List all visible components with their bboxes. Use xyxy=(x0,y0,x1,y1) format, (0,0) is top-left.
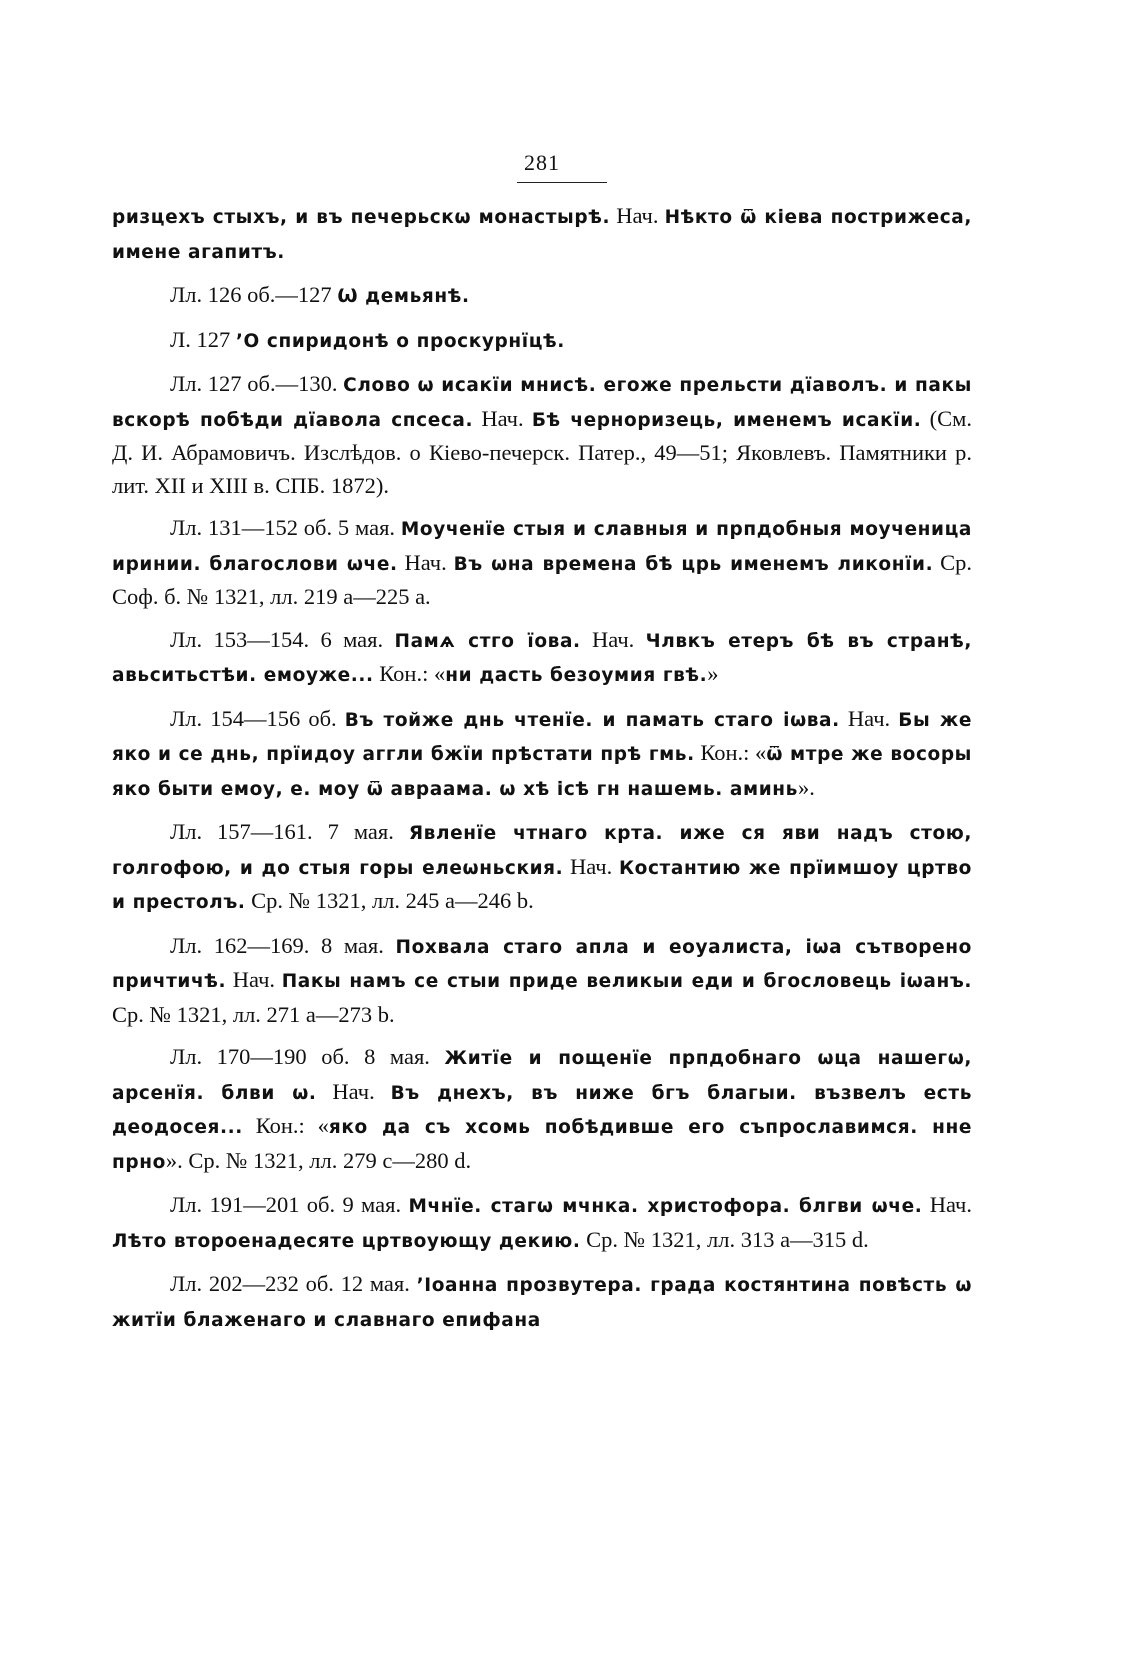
modern-text: Нач. xyxy=(397,549,454,575)
catalog-entry xyxy=(112,1189,972,1258)
modern-text: ». Ср. № 1321, лл. 279 c—280 d. xyxy=(165,1147,472,1173)
modern-text: Ср. № 1321, лл. 271 a—273 b. xyxy=(112,1001,395,1027)
old-slavonic-text: Въ днехъ, въ ниже бгъ благыи. възвелъ есть деодосея... xyxy=(112,1082,972,1138)
old-slavonic-text: Слово ѡ исакїи мнисѣ. егоже прельсти дїаволъ. и пакы вскорѣ побѣди дїавола спсеса. xyxy=(112,375,972,431)
old-slavonic-text: Моученїе стыя и славныя и прпдобныя моученица иринии. благослови ѡче. xyxy=(112,519,972,575)
modern-text: » xyxy=(707,661,719,686)
catalog-entry xyxy=(112,1041,972,1179)
modern-text: Нач. xyxy=(226,967,282,992)
old-slavonic-text: Костантию же прїимшоу цртво и престолъ. xyxy=(112,857,972,913)
modern-text: (См. Д. И. Абрамовичъ. Изслѣдов. о Кіево-печерск. Патер., 49—51; Яковлевъ. Памятники р. лит. XII и XIII в. СПБ. 1872). xyxy=(112,405,972,498)
modern-text: Нач. xyxy=(316,1078,391,1104)
old-slavonic-text: ризцехъ стыхъ, и въ печерьскѡ монастырѣ. xyxy=(112,207,611,228)
modern-text: Лл. 170—190 об. 8 мая. xyxy=(170,1044,445,1069)
old-slavonic-text: Похвала стаго апла и еоуалиста, iѡа сътворено причтичѣ. xyxy=(112,936,972,992)
modern-text: Л. 127 xyxy=(170,326,236,352)
old-slavonic-text: Члвкъ етеръ бѣ въ странѣ, авьситьстѣи. емоуже... xyxy=(112,630,972,686)
old-slavonic-text: Ѡ демьянѣ. xyxy=(337,286,470,307)
catalog-entry xyxy=(112,816,972,920)
page-number: 281 xyxy=(524,150,560,175)
modern-text: Лл. 157—161. 7 мая. xyxy=(170,819,409,844)
catalog-entry xyxy=(112,703,972,807)
old-slavonic-text: яко да съ хсомь побѣдивше его съпрославимся. нне прно xyxy=(112,1117,972,1173)
old-slavonic-text: ’Iоанна прозвутера. града костянтина повѣсть ѡ житїи блаженаго и славнаго епифана xyxy=(112,1275,972,1331)
modern-text: Нач. xyxy=(473,405,532,431)
old-slavonic-text: Явленїе чтнаго крта. иже ся яви надъ стою, голгофою, и до стыя горы елеѡньския. xyxy=(112,823,972,879)
modern-text: Ср. Соф. б. № 1321, лл. 219 a—225 a. xyxy=(112,549,972,609)
modern-text: Нач. xyxy=(922,1192,972,1217)
old-slavonic-text: ’О спиридонѣ о проскурнїцѣ. xyxy=(235,330,565,352)
page-number-rule xyxy=(517,182,607,183)
catalog-entry xyxy=(112,512,972,614)
modern-text: Лл. 202—232 об. 12 мая. xyxy=(170,1271,417,1296)
catalog-entry xyxy=(112,279,972,314)
catalog-entry xyxy=(112,324,972,359)
old-slavonic-text: ѿ мтре же восоры яко быти емоу, е. моу ѿ авраама. ѡ хѣ ісѣ гн нашемь. аминь xyxy=(112,744,972,800)
modern-text: Ср. № 1321, лл. 245 a—246 b. xyxy=(245,888,534,913)
old-slavonic-text: Пакы намъ се стыи приде великыи еди и бгословець iѡанъ. xyxy=(281,971,972,992)
modern-text: Лл. 131—152 об. 5 мая. xyxy=(170,515,401,540)
modern-text: Ср. № 1321, лл. 313 a—315 d. xyxy=(580,1226,869,1252)
book-page xyxy=(112,0,972,1665)
old-slavonic-text: Бы же яко и се днь, прїидоу аггли бжїи прѣстати прѣ гмь. xyxy=(112,709,973,765)
modern-text: Лл. 191—201 об. 9 мая. xyxy=(170,1192,409,1217)
old-slavonic-text: Мчнїе. стагѡ мчнка. христофора. блгви ѡче. xyxy=(408,1196,923,1217)
modern-text: ». xyxy=(797,774,815,800)
catalog-entry xyxy=(112,930,972,1032)
modern-text: Лл. 127 об.—130. xyxy=(170,371,344,396)
modern-text: Кон.: « xyxy=(242,1113,329,1138)
modern-text: Лл. 154—156 об. xyxy=(170,705,345,731)
catalog-entry xyxy=(112,368,972,502)
old-slavonic-text: Памѧ стго їова. xyxy=(394,630,581,652)
old-slavonic-text: Въ тойже днь чтенїе. и памать стаго iѡва. xyxy=(344,709,840,731)
catalog-entry xyxy=(112,200,972,269)
catalog-entries xyxy=(112,200,972,1347)
old-slavonic-text: Лѣто второенадесяте цртвоующу декию. xyxy=(112,1230,581,1252)
old-slavonic-text: Житїе и пощенїе прпдобнаго ѡца нашегѡ, арсенїя. блви ѡ. xyxy=(112,1048,973,1104)
modern-text: Нач. xyxy=(839,705,899,731)
modern-text: Нач. xyxy=(563,853,619,879)
catalog-entry xyxy=(112,1268,972,1337)
modern-text: Нач. xyxy=(610,203,665,228)
catalog-entry xyxy=(112,624,972,693)
modern-text: Лл. 126 об.—127 xyxy=(170,282,338,307)
modern-text: Кон.: « xyxy=(373,661,446,686)
old-slavonic-text: Въ ѡна времена бѣ црь именемъ ликонїи. xyxy=(453,553,934,575)
modern-text: Нач. xyxy=(580,626,646,652)
old-slavonic-text: Нѣкто ѿ кіева пострижеса, имене агапитъ. xyxy=(112,207,973,263)
modern-text: Кон.: « xyxy=(694,740,767,765)
old-slavonic-text: ни дасть безоумия гвѣ. xyxy=(445,665,708,686)
old-slavonic-text: Бѣ черноризець, именемъ исакїи. xyxy=(531,409,922,431)
modern-text: Лл. 153—154. 6 мая. xyxy=(170,626,395,652)
modern-text: Лл. 162—169. 8 мая. xyxy=(170,932,396,958)
